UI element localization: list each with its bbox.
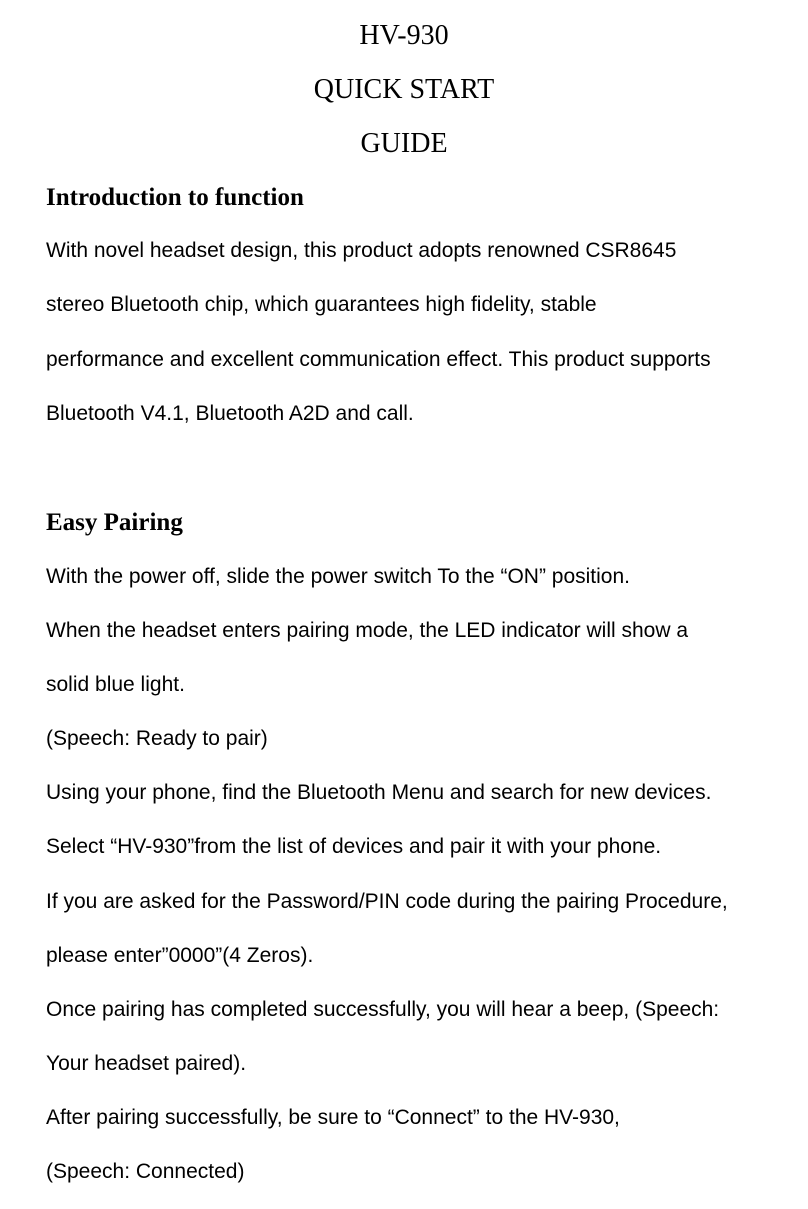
pairing-line: (Speech: Connected) — [46, 1160, 245, 1183]
pairing-line: please enter”0000”(4 Zeros). — [46, 944, 314, 967]
pairing-line: After pairing successfully, be sure to “Connect” to the HV-930, — [46, 1106, 620, 1129]
pairing-line: Using your phone, find the Bluetooth Menu and search for new devices. — [46, 781, 712, 804]
pairing-line: Your headset paired). — [46, 1052, 247, 1075]
introduction-line: performance and excellent communication effect. This product supports — [46, 348, 711, 371]
section-heading-easy-pairing: Easy Pairing — [46, 509, 183, 536]
pairing-line: Once pairing has completed successfully, you will hear a beep, (Speech: — [46, 998, 720, 1021]
document-title-model: HV-930 — [359, 20, 449, 51]
pairing-line: When the headset enters pairing mode, the LED indicator will show a — [46, 619, 689, 642]
introduction-line: stereo Bluetooth chip, which guarantees high fidelity, stable — [46, 293, 597, 316]
introduction-line: With novel headset design, this product adopts renowned CSR8645 — [46, 239, 677, 262]
introduction-line: Bluetooth V4.1, Bluetooth A2D and call. — [46, 402, 414, 425]
section-heading-introduction: Introduction to function — [46, 184, 304, 211]
pairing-line: With the power off, slide the power switch To the “ON” position. — [46, 565, 630, 588]
pairing-line: Select “HV-930”from the list of devices and pair it with your phone. — [46, 835, 662, 858]
document-title-quick-start: QUICK START — [313, 74, 495, 105]
pairing-line: solid blue light. — [46, 673, 185, 696]
pairing-line: (Speech: Ready to pair) — [46, 727, 268, 750]
pairing-line: If you are asked for the Password/PIN code during the pairing Procedure, — [46, 890, 728, 913]
document-title-guide: GUIDE — [360, 128, 448, 159]
